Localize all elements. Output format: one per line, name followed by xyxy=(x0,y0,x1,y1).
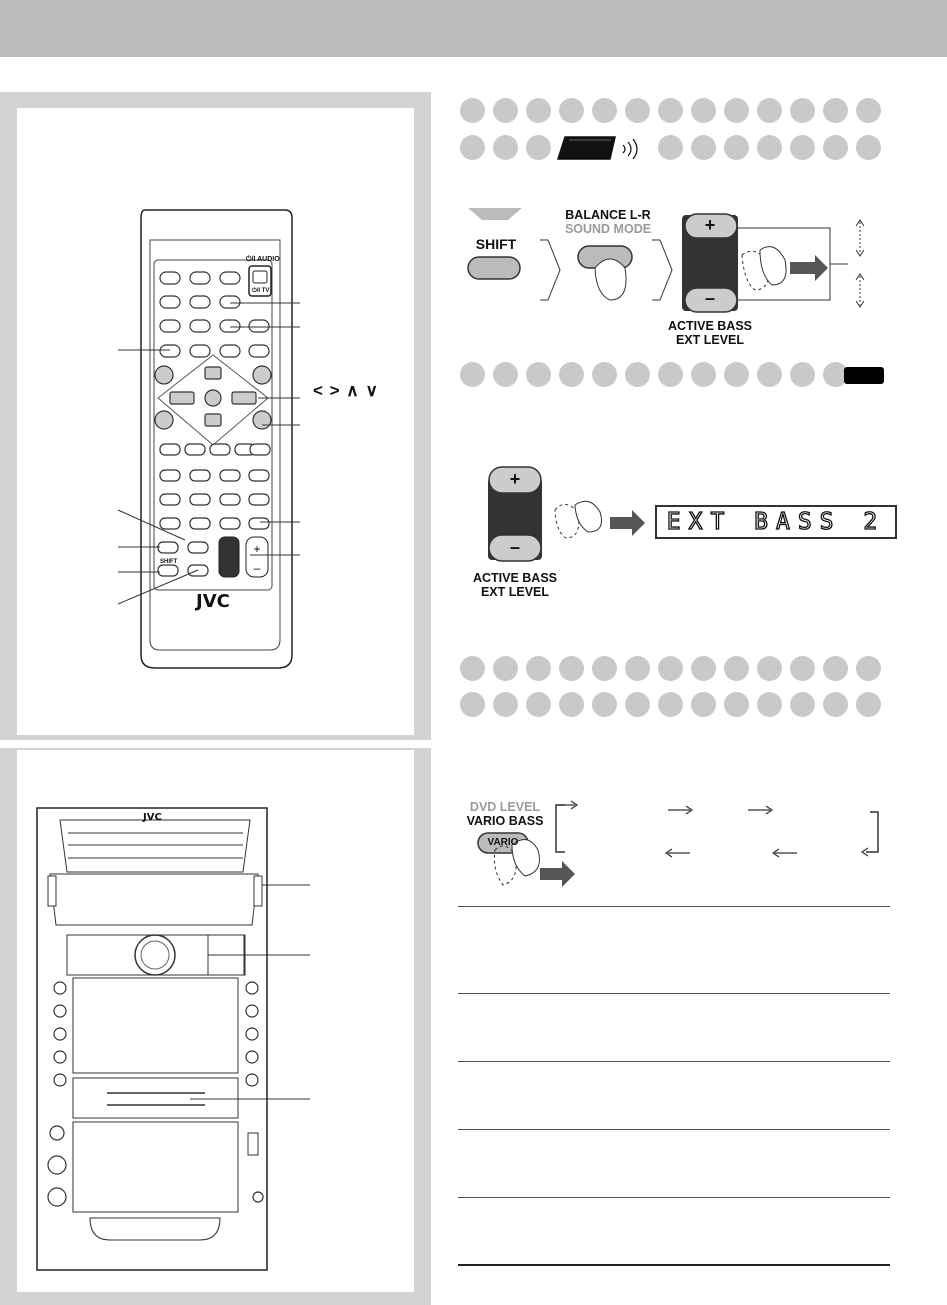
lcd-display: EXT BASS 2 xyxy=(655,505,897,539)
remote-shift-key-label: SHIFT xyxy=(160,559,178,565)
svg-text:–: – xyxy=(253,561,261,575)
cursor-keys-label: < > ∧ ∨ xyxy=(313,381,379,400)
minus-symbol-mid: – xyxy=(509,537,520,557)
active-bass-label-top: ACTIVE BASS xyxy=(667,319,753,333)
title-circles-row-1 xyxy=(460,98,881,123)
remote-audio-label: ⏻/I AUDIO xyxy=(246,256,280,263)
svg-text:+: + xyxy=(253,542,261,556)
balance-diagram xyxy=(455,200,875,320)
sound-mode-label: SOUND MODE xyxy=(564,222,652,236)
vario-button-label: VARIO xyxy=(487,837,519,848)
remote-signal-icon xyxy=(555,133,647,165)
table-rule-4 xyxy=(458,1129,890,1130)
ext-level-label-top: EXT LEVEL xyxy=(675,333,745,347)
vario-bass-label: VARIO BASS xyxy=(466,814,544,828)
table-rule-1 xyxy=(458,906,890,907)
dvd-level-label: DVD LEVEL xyxy=(469,800,541,814)
remote-control-illustration xyxy=(100,200,420,680)
plus-symbol-top: + xyxy=(704,215,716,235)
shift-label: SHIFT xyxy=(475,236,517,252)
title-circles-row-2-left xyxy=(460,135,551,160)
title-circles-row-5 xyxy=(460,692,881,717)
table-rule-5 xyxy=(458,1197,890,1198)
title-circles-row-3 xyxy=(460,362,848,387)
plus-symbol-mid: + xyxy=(509,469,521,489)
active-bass-label-mid: ACTIVE BASS xyxy=(472,571,558,585)
table-rule-2 xyxy=(458,993,890,994)
remote-only-badge xyxy=(844,367,884,384)
title-circles-row-4 xyxy=(460,656,881,681)
unit-brand-logo: JVC xyxy=(143,812,162,823)
balance-lr-label: BALANCE L-R xyxy=(565,208,651,222)
minus-symbol-top: – xyxy=(704,288,715,308)
remote-tv-label: ⏻/I TV xyxy=(252,288,270,294)
main-unit-illustration xyxy=(30,800,360,1280)
header-bar xyxy=(0,0,947,57)
title-circles-row-2-right xyxy=(658,135,881,160)
table-rule-6 xyxy=(458,1264,890,1266)
ext-level-label-mid: EXT LEVEL xyxy=(480,585,550,599)
table-rule-3 xyxy=(458,1061,890,1062)
remote-brand-logo: JVC xyxy=(196,591,230,612)
